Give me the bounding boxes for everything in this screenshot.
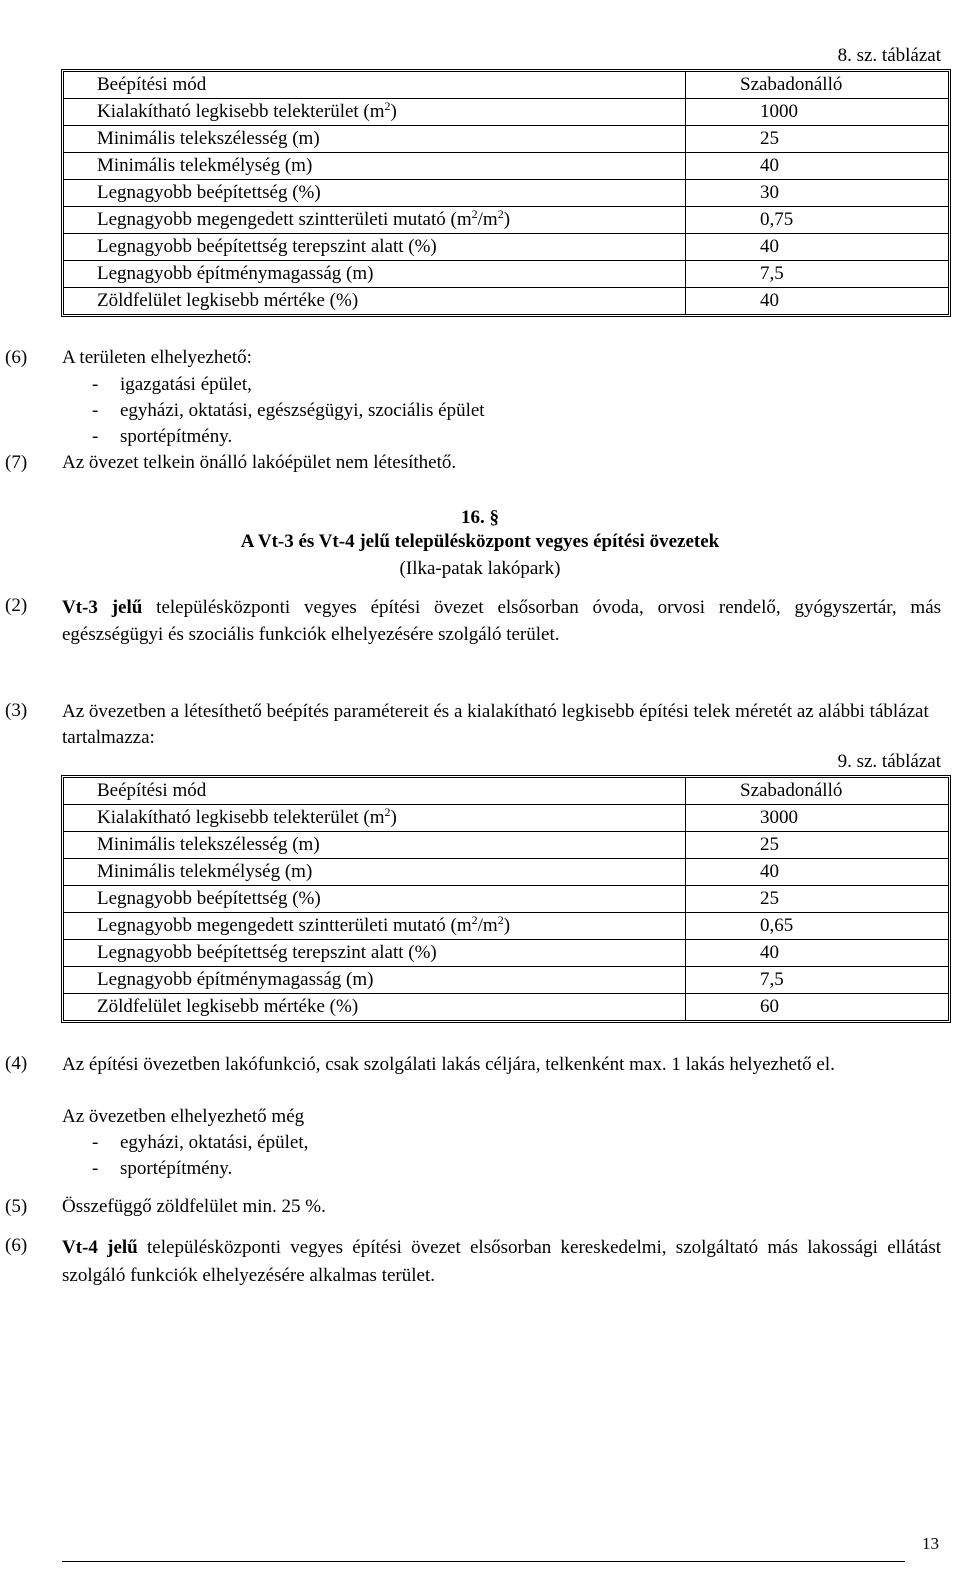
list-item: igazgatási épület, [120, 374, 252, 395]
table-cell-label: Beépítési mód [97, 780, 207, 801]
section-subtitle: (Ilka-patak lakópark) [399, 558, 561, 579]
table-cell-label: Zöldfelület legkisebb mértéke (%) [64, 287, 685, 314]
table-cell-label: Beépítési mód [97, 74, 207, 95]
paragraph-4-text: Az építési övezetben lakófunkció, csak szolgálati lakás céljára, telkenként max. 1 lakás helyezhető el. [62, 1054, 835, 1075]
paragraph-2-number: (2) [5, 595, 28, 616]
table-cell-value: 1000 [685, 98, 948, 125]
paragraph-2-bold: Vt-3 jelű [62, 597, 143, 618]
paragraph-5-text: Összefüggő zöldfelület min. 25 %. [62, 1196, 326, 1217]
table-row [64, 179, 948, 206]
paragraph-4-number: (4) [5, 1053, 28, 1074]
table-cell-value: 40 [685, 233, 948, 260]
table-cell-label: Legnagyobb építménymagasság (m) [64, 260, 685, 287]
table-cell-label: Minimális telekmélység (m) [64, 152, 685, 179]
table-cell-value: 40 [685, 858, 948, 885]
table-cell-label: Kialakítható legkisebb telekterület $(m^2)$ [64, 804, 685, 831]
table-row [64, 778, 948, 804]
paragraph-7-text: Az övezet telkein önálló lakóépület nem létesíthető. [62, 452, 457, 473]
list-item-dash: - [92, 1132, 99, 1153]
table-row [64, 125, 948, 152]
table-cell-label: Zöldfelület legkisebb mértéke (%) [64, 993, 685, 1020]
paragraph-4-subtext: Az övezetben elhelyezhető még [62, 1106, 305, 1127]
table-cell-label: Kialakítható legkisebb telekterület $(m^2)$ [64, 98, 685, 125]
table-row [64, 260, 948, 287]
list-item: egyházi, oktatási, épület, [120, 1132, 309, 1153]
list-item: egyházi, oktatási, egészségügyi, szociális épület [120, 400, 485, 421]
table-cell-value: 40 [685, 939, 948, 966]
table-row [64, 206, 948, 233]
table-cell-value: 3000 [685, 804, 948, 831]
table-cell-label: Legnagyobb megengedett szintterületi mutató $(m^2/m^2)$ [64, 912, 685, 939]
section-heading-number [0, 506, 960, 530]
paragraph-6b-text [62, 1234, 941, 1290]
paragraph-3-text: Az övezetben a létesíthető beépítés paramétereit és a kialakítható legkisebb építési telek méretét az alábbi táblázat tartalmazza: [62, 701, 929, 748]
table-cell-value: 0,75 [685, 206, 948, 233]
paragraph-6b-number: (6) [5, 1235, 28, 1256]
list-item-dash: - [92, 1158, 99, 1179]
table-row [64, 912, 948, 939]
table-row [64, 152, 948, 179]
list-item-dash: - [92, 426, 99, 447]
table-row [64, 98, 948, 125]
paragraph-2-body: településközponti vegyes építési övezet elsősorban óvoda, orvosi rendelő, gyógyszertár, más egészségügyi és szociális funkciók elhelyezésére szolgáló terület. [62, 597, 942, 645]
footer-rule [62, 1561, 905, 1562]
table-cell-label: Minimális telekmélység (m) [64, 858, 685, 885]
table-cell-value: Szabadonálló [685, 72, 948, 98]
table-cell-value: 7,5 [685, 260, 948, 287]
table-cell-label: Legnagyobb építménymagasság (m) [64, 966, 685, 993]
table-row [64, 72, 948, 98]
paragraph-6-text: A területen elhelyezhető: [62, 347, 252, 368]
table-8-caption: 8. sz. táblázat [837, 45, 941, 66]
list-item: sportépítmény. [120, 1158, 233, 1179]
table-cell-label: Legnagyobb beépítettség terepszint alatt (%) [64, 233, 685, 260]
paragraph-6b-body: településközponti vegyes építési övezet elsősorban kereskedelmi, szolgáltató más lakossági ellátást szolgáló funkciók elhelyezésére alkalmas terület. [62, 1237, 942, 1286]
paragraph-6-number: (6) [5, 347, 28, 368]
section-number: 16. [461, 507, 485, 528]
table-row [64, 804, 948, 831]
table-cell-value: Szabadonálló [685, 778, 948, 804]
table-row [64, 966, 948, 993]
section-title: A Vt-3 és Vt-4 jelű településközpont vegyes építési övezetek [240, 531, 720, 552]
paragraph-6b-bold: Vt-4 jelű [62, 1237, 138, 1258]
table-row [64, 885, 948, 912]
table-cell-value: 40 [685, 152, 948, 179]
table-9 [61, 775, 951, 1023]
page-number: 13 [922, 1534, 939, 1553]
table-cell-label: Legnagyobb megengedett szintterületi mutató $(m^2/m^2)$ [64, 206, 685, 233]
table-cell-label: Legnagyobb beépítettség terepszint alatt (%) [64, 939, 685, 966]
table-cell-label: Legnagyobb beépítettség (%) [64, 885, 685, 912]
section-symbol: § [489, 507, 499, 528]
table-cell-value: 60 [685, 993, 948, 1020]
paragraph-7-number: (7) [5, 452, 28, 473]
list-item-dash: - [92, 400, 99, 421]
paragraph-2-text [62, 594, 941, 648]
table-cell-value: 25 [685, 831, 948, 858]
paragraph-3-number: (3) [5, 700, 28, 721]
table-cell-value: 30 [685, 179, 948, 206]
table-cell-value: 25 [685, 885, 948, 912]
table-row [64, 939, 948, 966]
table-9-caption: 9. sz. táblázat [837, 751, 941, 772]
table-cell-label: Minimális telekszélesség (m) [64, 125, 685, 152]
table-cell-label: Legnagyobb beépítettség (%) [64, 179, 685, 206]
table-row [64, 993, 948, 1020]
table-row [64, 831, 948, 858]
table-8 [61, 69, 951, 317]
table-cell-value: 0,65 [685, 912, 948, 939]
list-item-dash: - [92, 374, 99, 395]
list-item: sportépítmény. [120, 426, 233, 447]
table-cell-label: Minimális telekszélesség (m) [64, 831, 685, 858]
table-row [64, 287, 948, 314]
paragraph-5-number: (5) [5, 1196, 28, 1217]
table-row [64, 858, 948, 885]
table-row [64, 233, 948, 260]
table-cell-value: 25 [685, 125, 948, 152]
table-cell-value: 7,5 [685, 966, 948, 993]
table-cell-value: 40 [685, 287, 948, 314]
